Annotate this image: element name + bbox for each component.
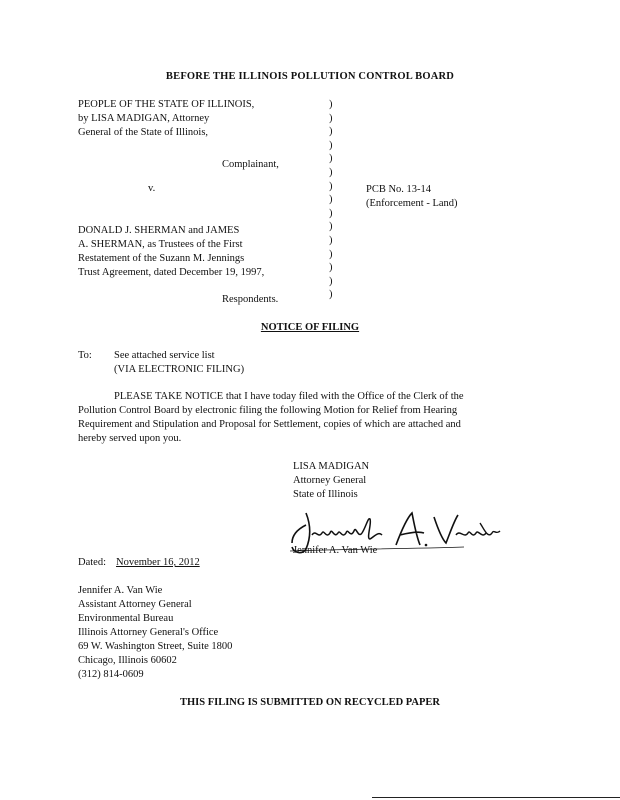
paren: ): [329, 166, 333, 178]
notice-title: NOTICE OF FILING: [260, 322, 360, 333]
paren: ): [329, 139, 333, 151]
paren: ): [329, 221, 333, 233]
respondent-line: A. SHERMAN, as Trustees of the First: [78, 239, 243, 250]
body-line: hereby served upon you.: [78, 433, 182, 444]
complainant-line: General of the State of Illinois,: [78, 127, 209, 138]
paren: ): [329, 207, 333, 219]
paren: ): [329, 180, 333, 192]
caption-paren-column: [329, 98, 333, 302]
signer-name: Jennifer A. Van Wie: [293, 545, 378, 556]
respondent-line: Trust Agreement, dated December 19, 1997,: [78, 267, 265, 278]
contact-line: 69 W. Washington Street, Suite 1800: [78, 641, 233, 652]
contact-line: Chicago, Illinois 60602: [78, 655, 177, 666]
paren: ): [329, 99, 333, 110]
signature-block-line: State of Illinois: [293, 489, 358, 500]
respondent-line: DONALD J. SHERMAN and JAMES: [78, 225, 240, 236]
case-type: (Enforcement - Land): [366, 198, 458, 209]
body-line: Requirement and Stipulation and Proposal for Settlement, copies of which are attached and: [78, 419, 461, 430]
to-line: See attached service list: [114, 350, 215, 361]
paren: ): [329, 262, 333, 274]
body-line: PLEASE TAKE NOTICE that I have today filed with the Office of the Clerk of the: [114, 391, 464, 402]
versus-label: v.: [148, 183, 156, 194]
court-heading: BEFORE THE ILLINOIS POLLUTION CONTROL BOARD: [165, 71, 455, 82]
dated-value: November 16, 2012: [116, 557, 200, 568]
paren: ): [329, 112, 333, 124]
complainant-label: Complainant,: [222, 159, 279, 170]
recycled-paper-note: THIS FILING IS SUBMITTED ON RECYCLED PAPER: [179, 697, 441, 708]
contact-line: (312) 814-0609: [78, 669, 144, 680]
dated-label: Dated:: [78, 557, 106, 568]
signature-block-line: Attorney General: [293, 475, 367, 486]
signature-block-line: LISA MADIGAN: [293, 461, 370, 472]
paren: ): [329, 153, 333, 165]
contact-line: Illinois Attorney General's Office: [78, 627, 219, 638]
to-label: To:: [78, 350, 92, 361]
paren: ): [329, 289, 333, 301]
to-line: (VIA ELECTRONIC FILING): [114, 364, 245, 375]
case-number: PCB No. 13-14: [366, 184, 432, 195]
contact-line: Environmental Bureau: [78, 613, 174, 624]
bottom-rule: [372, 797, 620, 798]
complainant-line: by LISA MADIGAN, Attorney: [78, 113, 210, 124]
body-line: Pollution Control Board by electronic filing the following Motion for Relief from Hearing: [78, 405, 458, 416]
paren: ): [329, 234, 333, 246]
paren: ): [329, 275, 333, 287]
respondent-line: Restatement of the Suzann M. Jennings: [78, 253, 245, 264]
paren: ): [329, 194, 333, 206]
contact-line: Assistant Attorney General: [78, 599, 192, 610]
paren: ): [329, 248, 333, 260]
paren: ): [329, 126, 333, 138]
respondent-label: Respondents.: [222, 294, 279, 305]
complainant-line: PEOPLE OF THE STATE OF ILLINOIS,: [78, 99, 255, 110]
contact-line: Jennifer A. Van Wie: [78, 585, 163, 596]
